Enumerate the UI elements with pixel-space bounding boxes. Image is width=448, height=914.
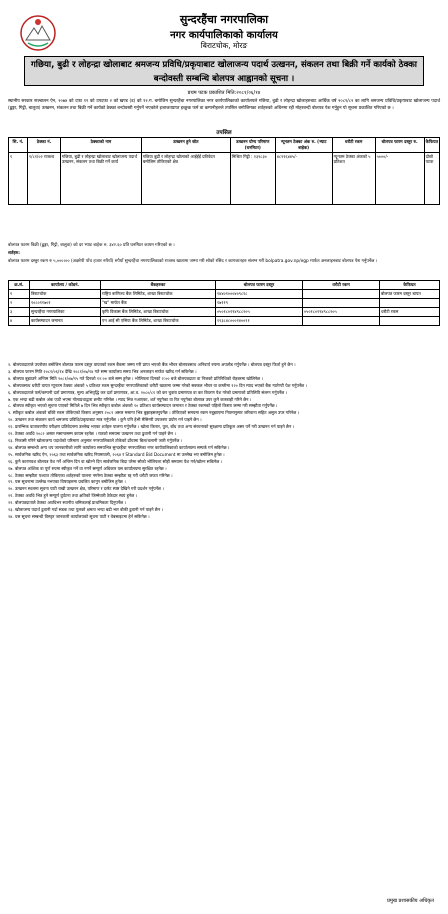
table-cell: १/८१/०२ राजश्व — [27, 152, 60, 204]
table-cell: "ख" मार्फत बैंक — [101, 299, 216, 308]
condition-paragraph: १४. बोलपत्र सम्बन्धी अन्य थप जानकारीको लागि कार्यालय समयभित्र सुन्दरहैंचा नगरपालिका नगर कार्यपालिकाको कार्यालयमा सम्पर्क गर्न सकिनेछ । — [8, 444, 230, 450]
table-cell: १२३८४८०००१४००११ — [216, 317, 303, 326]
condition-paragraph: २. बोलपत्रदाताले उपरोक्त बमोजिम बोलपत्र फारम दस्तुर वापतको रकम बैंकमा जम्मा गरी प्राप्त भएको बैंक भौचर बोलपत्रसाथ अनिवार्य रुपमा अपलोड गर्नुपर्नेछ । बोलपत्र दस्तुर फिर्ता हुने छैन । — [8, 362, 296, 367]
intro-paragraph: स्थानीय सरकार सञ्चालन ऐन, २०७४ को दफा ११ को उपदफा २ को खण्ड (ड) को १२.ग. बमोजिम सुन्दरहैंचा नगरपालिका नगर कार्यपालिकाको कार्यालयले गछिया, बुढी र लोहन्द्रा खोलाहरुबाट आर्थिक वर्ष २०८१/८२ का लागि श्रमजन्य प्रविधि/प्रकृयाबाट खोलाजन्य पदार्थ (ढुङ्गा, गिट्टी, बालुवा) उत्खनन, संकलन तथा बिक्री गर्ने कार्यको ठेक्का बन्दोवस्ती गर्नुपर्ने भएकोले इजाजतप्राप्त इच्छुक फर्म वा कम्पनीहरुले तपसिल बमोजिमका शर्तहरुको अधिनमा रही मोहरबन्दी बोलपत्र पेश गर्नुहुन यो सूचना प्रकाशित गरिएको छ । — [8, 99, 440, 112]
table-cell — [303, 299, 380, 308]
table-cell: ०५०१८०१९४९८८२०५ — [216, 308, 303, 317]
table-cell: १४४०१०००४०९८१८ — [216, 290, 303, 299]
condition-paragraph: ८. बोलपत्र स्वीकृत भएको सूचना पाएको मितिले ७ दिन भित्र स्वीकृत कबोल अंकको १० प्रतिशत कार्यसम्पादन जमानत र ठेक्का रकमको पहिलो किस्ता जम्मा गरी सम्झौता गर्नुपर्नेछ । — [8, 403, 278, 409]
header-cell: बैंकहरुका — [101, 281, 216, 290]
condition-paragraph: १६. कुनै कारणवश बोलपत्र पेश गर्ने अन्तिम दिन वा खोल्ने दिन सार्वजनिक बिदा परेमा सोको भोलिपल्ट सोही समयमा पेश गर्न/खोल्न सकिनेछ । — [8, 458, 223, 464]
condition-paragraph: ४. बोलपत्र बुझाउने अन्तिम मिति २०८१/०७/१५ गते दिनको १२:०० बजे सम्म हुनेछ । भोलिपल्ट दिनको २:०० बजे बोलपत्रदाता वा निजको प्रतिनिधिको रोहबरमा खोलिनेछ । — [8, 375, 263, 381]
header-cell: धरौटी रकम — [303, 281, 380, 290]
table-cell: गछिया, बुढी र लोहन्द्रा खोलाबाट खोलाजन्य पदार्थ उत्खनन, संकलन तथा बिक्री गर्ने कार्य — [60, 152, 141, 204]
notice-title: गछिया, बुढी र लोहन्द्रा खोलाबाट श्रमजन्य प्रविधि/प्रकृयाबाट खोलाजन्य पदार्थ उत्खनन, संकलन तथा बिक्री गर्ने कार्यको ठेक्का बन्दोवस्ती सम्बन्धि बोलपत्र आह्वानको सूचना । — [24, 56, 424, 86]
conditions-list — [8, 362, 440, 521]
header-cell: बोलपत्र फारम दस्तुर रु. — [375, 138, 424, 153]
table-header-row — [9, 281, 440, 290]
header-cell: ठेक्काको नाम — [60, 138, 141, 153]
signature-title: प्रमुख प्रशासकीय अधिकृत — [387, 898, 434, 904]
condition-paragraph: २१. ठेक्का अवधि भित्र हुने सम्पूर्ण दुर्घटना तथा क्षतिको जिम्मेवारी ठेकेदार स्वयं हुनेछ । — [8, 493, 138, 499]
condition-paragraph: १८. ठेक्का सम्झौता पश्चात तोकिएका शर्तहरुको पालना नगरेमा ठेक्का सम्झौता रद्द गरी धरौटी जफत गरिनेछ । — [8, 472, 173, 478]
conditions-heading: शर्तहरु: — [8, 251, 20, 256]
table-cell: कार्यसम्पादन जमानत — [30, 317, 101, 326]
table-cell: सुन्दरहैंचा नगरपालिका — [30, 308, 101, 317]
table-cell: न्यूनतम ठेक्का अंकको ५ प्रतिशत — [332, 152, 375, 204]
header-cell: कैफियत — [380, 281, 440, 290]
note-rate: बोलपत्र फारम विक्री (ढुङ्गा, गिट्टी, बालुवा) को दर भ्याट बाहेक रु. ३४२.६० प्रति घनमिटर कायम गरिएको छ । — [8, 243, 175, 248]
table-row — [9, 299, 440, 308]
table-cell — [303, 290, 380, 299]
header-cell: उत्खनन योग्य परिमाण (घनमिटर) — [230, 138, 275, 153]
table-caption: तपसिल — [216, 130, 232, 136]
table-cell — [380, 299, 440, 308]
office-location: बिराटचोक, मोरङ — [200, 41, 248, 50]
table-cell — [303, 317, 380, 326]
table-row — [9, 290, 440, 299]
condition-paragraph: १७. बोलपत्र आंशिक वा पूर्ण रुपमा स्वीकृत गर्ने वा नगर्ने सम्पूर्ण अधिकार यस कार्यालयमा सुरक्षित रहनेछ । — [8, 465, 167, 471]
table-cell: मिश्रित गिट्टी : २३९८३० — [230, 152, 275, 204]
table-cell: बोलपत्र फारम दस्तुर बापत — [380, 290, 440, 299]
header-cell: बोलपत्र फारम दस्तुर — [216, 281, 303, 290]
table-cell: धरौटी रकम — [380, 308, 440, 317]
table-row — [9, 308, 440, 317]
condition-paragraph: १०. उत्खनन तथा संकलन कार्य श्रमजन्य प्रविधि/प्रकृयाबाट मात्र गर्नुपर्नेछ । कुनै पनि हेभी मेसिनरी उपकरण प्रयोग गर्न पाइने छैन । — [8, 417, 202, 423]
condition-paragraph: १९. यस सूचनामा उल्लेख नभएका विषयहरुमा प्रचलित कानून बमोजिम हुनेछ । — [8, 479, 126, 485]
condition-paragraph: ९. स्वीकृत कबोल अंकको बाँकी रकम तोकिएको किस्ता अनुसार २०८२ असार मसान्त भित्र बुझाइसक्नुपर्नेछ । तोकिएको समयमा रकम नबुझाएमा नियमानुसार जरिवाना सहित असुल उपर गरिनेछ । — [8, 410, 300, 416]
table-header-row — [9, 138, 440, 153]
notice-page — [4, 4, 444, 906]
condition-paragraph: १५. सार्वजनिक खरिद ऐन, २०६३ तथा सार्वजनिक खरिद नियमावली, २०६४ र Standard Bid Document मा उल्लेख भए बमोजिम हुनेछ । — [8, 451, 225, 457]
table-row — [9, 152, 440, 204]
condition-paragraph: २३. खोलाजन्य पदार्थ ढुवानी गर्दा सडक तथा पुलको क्षमता भन्दा बढी भार बोकी ढुवानी गर्न पाइने छैन । — [8, 507, 164, 513]
condition-paragraph: ५. बोलपत्रसाथ धरौटी वापत न्यूनतम ठेक्का अंकको ५ प्रतिशत रकम सुन्दरहैंचा नगरपालिकाको धरौटी खातामा जम्मा गरेको सक्कल भौचर वा कम्तीमा १२० दिन म्याद भएको बैंक ग्यारेण्टी पेश गर्नुपर्नेछ । — [8, 382, 308, 388]
header-cell: उत्खनन हुने स्रोत — [141, 138, 230, 153]
table-row — [9, 317, 440, 326]
municipality-name: सुन्दरहैंचा नगरपालिका — [179, 13, 269, 26]
table-cell: १७११९ — [216, 299, 303, 308]
condition-paragraph: ७. एक भन्दा बढी कबोल अंक एउटै भएमा गोलाप्रथाद्वारा छनौट गरिनेछ । म्याद भित्र नआएका, शर्त नपुगेका वा रित नपुगेका बोलपत्र उपर कुनै कारबाही गरिने छैन । — [8, 396, 252, 402]
contract-table — [8, 137, 440, 205]
table-cell: २ — [9, 299, 30, 308]
published-date: प्रथम पटक प्रकाशित मिति:२०८१/०६/१४ — [187, 90, 261, 96]
table-cell: राष्ट्रिय बाणिज्य बैंक लिमिटेड, शाखा बिराटचोक — [101, 290, 216, 299]
condition-paragraph: १२. ठेक्का अवधि २०८२ असार मसान्तसम्म कायम रहनेछ । रातको समयमा उत्खनन तथा ढुवानी गर्न पाइने छैन । — [8, 431, 176, 437]
header-cell: न्यूनतम ठेक्का अंक रु. (भ्याट बाहेक) — [275, 138, 332, 153]
condition-paragraph: १३. निकासी गरिने खोलाजन्य पदार्थको परिमाण अनुसार नगरपालिकाले तोकेको ढाँचामा बिल/चलानी जारी गर्नुपर्नेछ । — [8, 437, 183, 443]
table-cell: ०५०१८०१९४९८८२०५ — [303, 308, 380, 317]
office-name: नगर कार्यपालिकाको कार्यालय — [170, 30, 278, 41]
table-cell: एन आई सी एसिया बैंक लिमिटेड, शाखा बिराटचोक — [101, 317, 216, 326]
header-cell: क्र.सं. — [9, 281, 30, 290]
header-cell: धरौटी रकम — [332, 138, 375, 153]
table-cell: गछिया बुढी र लोहन्द्रा खोलाको आईईई प्रतिवेदन बमोजिम तोकिएको क्षेत्र — [141, 152, 230, 204]
condition-paragraph: २४. यस सूचना सम्बन्धी विस्तृत जानकारी कार्यालयको सूचना पाटी र वेबसाइटमा हेर्न सकिनेछ । — [8, 513, 150, 519]
table-cell — [380, 317, 440, 326]
condition-paragraph: ६. बोलपत्रदाताले फर्म/कम्पनी दर्ता प्रमाणपत्र, मूल्य अभिवृद्धि कर दर्ता प्रमाणपत्र, आ.व. २०८०/८१ को कर चुक्ता प्रमाणपत्र वा कर विवरण पेश गरेको प्रमाणको प्रतिलिपि संलग्न गर्नुपर्नेछ । — [8, 389, 288, 395]
table-cell: १ — [9, 152, 28, 204]
header-cell: कैफियत — [424, 138, 439, 153]
table-cell: दोस्रो पटक — [424, 152, 439, 204]
table-cell: ४ — [9, 317, 30, 326]
table-cell: ३ — [9, 308, 30, 317]
bank-account-table — [8, 280, 440, 326]
table-cell: कृषि विकास बैंक लिमिटेड, शाखा बिराटचोक — [101, 308, 216, 317]
header-cell: कार्यालय / कोडनं. — [30, 281, 101, 290]
condition-paragraph: ३. बोलपत्र फारम मिति २०८१/०६/१४ देखि २०८१/०७/१४ गते सम्म कार्यालय समय भित्र अनलाइन मार्फत खरिद गर्न सकिनेछ । — [8, 368, 197, 374]
condition-paragraph: ११. प्रारम्भिक वातावरणीय परीक्षण प्रतिवेदनमा उल्लेख भएका शर्तहरु पालना गर्नुपर्नेछ । खोला किनार, पुल, बाँध तथा अन्य संरचनाको सुरक्षामा प्रतिकूल असर पर्ने गरी उत्खनन गर्न पाइने छैन । — [8, 424, 295, 430]
table-cell: ४८९१६४४५/- — [275, 152, 332, 204]
header-cell: सि. नं. — [9, 138, 28, 153]
condition-fee: बोलपत्र फारम दस्तुर रकम रु ५,०००।०० (अक्षरेपी पाँच हजार रुपैयाँ) रुपैयाँ सुन्दरहैंचा नगरपालिकाको राजश्व खातामा जम्मा गरी सोको रसिद र कागजातहरु संलग्न गरी bolpatra.gov.np/egp मार्फत अनलाइनबाट बोलपत्र पेश गर्नुपर्नेछ । — [8, 259, 378, 264]
condition-paragraph: २२. बोलपत्रदाताले ठेक्का अवधिभर स्थानीय श्रमिकलाई प्राथमिकता दिनुपर्नेछ । — [8, 500, 126, 506]
condition-paragraph: २०. उत्खनन स्थलमा सूचना पाटी राखी उत्खनन क्षेत्र, परिमाण र दररेट स्पष्ट देखिने गरी प्रदर्शन गर्नुपर्नेछ । — [8, 486, 164, 492]
header-cell: ठेक्का नं. — [27, 138, 60, 153]
table-cell: १०८०११७०१ — [30, 299, 101, 308]
table-cell: बिराटचोक — [30, 290, 101, 299]
table-cell: ५०००/- — [375, 152, 424, 204]
table-cell: १ — [9, 290, 30, 299]
